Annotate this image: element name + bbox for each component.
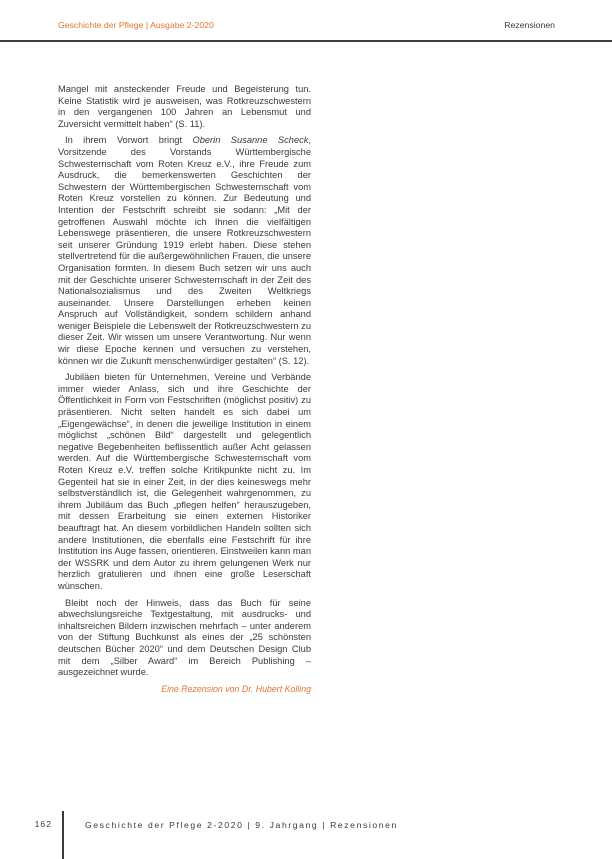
paragraph-foreword bbox=[58, 135, 311, 367]
footer-vertical-rule bbox=[62, 811, 64, 859]
paragraph-text: , Vorsitzende des Vorstands Württembergische Schwesternschaft vom Roten Kreuz e.V., ihre Freude zum Ausdruck, die bemerkenswerten Geschichten der Schwestern der Württembergischen Schwesternschaft vom Roten Kreuz vorstellen zu können. Zur Bedeutung und Intention der Festschrift schreibt sie sodann: „Mit der getroffenen Auswahl möchte ich Ihnen die vielfältigen Lebenswege präsentieren, die unsere Rotkreuzschwestern seit unserer Gründung 1919 erlebt haben. Diese stehen stellvertretend für die außergewöhnlichen Frauen, die unsere Organisation formten. In diesem Buch setzen wir uns auch mit der Geschichte unserer Schwesternschaft in der Zeit des Nationalsozialismus und des Zweiten Weltkriegs auseinander. Unsere Darstellungen erheben keinen Anspruch auf Vollständigkeit, sondern schildern anhand weniger Beispiele die Lebenswelt der Rotkreuzschwestern zu dieser Zeit. Wir wissen um unsere Verantwortung. Nur wenn wir diese Epoche kennen und versuchen zu verstehen, können wir die Zukunft menschenwürdiger gestalten“ (S. 12). bbox=[58, 135, 311, 366]
paragraph-awards: Bleibt noch der Hinweis, dass das Buch für seine abwechslungsreiche Textgestaltung, mit ausdrucks- und inhaltsreichen Bildern inzwischen mehrfach – unter anderem von der Stiftung Buchkunst als eines der „25 schönsten deutschen Bücher 2020“ und dem Deutschen Design Club mit dem „Silber Award“ im Bereich Publishing – ausgezeichnet wurde. bbox=[58, 597, 311, 678]
page-number: 162 bbox=[34, 819, 52, 829]
review-column bbox=[58, 84, 311, 695]
journal-title: Geschichte der Pflege | Ausgabe 2-2020 bbox=[58, 20, 214, 30]
paragraph-text: In ihrem Vorwort bringt bbox=[65, 135, 193, 146]
person-name: Oberin Susanne Scheck bbox=[192, 135, 309, 146]
page-header bbox=[58, 20, 555, 30]
paragraph-jubilee: Jubiläen bieten für Unternehmen, Vereine und Verbände immer wieder Anlass, sich und ihre Geschichte der Öffentlichkeit in Form von Festschriften (möglichst positiv) zu präsentieren. Nicht selten handelt es sich dabei um „Eigengewächse“, in denen die jeweilige Institution in einem möglichst „schönen Bild“ dargestellt und gelegentlich negative Begebenheiten beflissentlich außer Acht gelassen werden. Auf die Württembergische Schwesternschaft vom Roten Kreuz e.V. treffen solche Kritikpunkte nicht zu. Im Gegenteil hat sie in einer Zeit, in der dies keineswegs mehr selbstverständlich ist, die Gelegenheit wahrgenommen, zu ihrem Jubiläum das Buch „pflegen helfen“ herauszugeben, mit dessen Erarbeitung sie einen externen Historiker beauftragt hat. An diesem vorbildlichen Handeln sollten sich andere Institutionen, die ebenfalls eine Festschrift für ihre Institution ins Auge fassen, orientieren. Einstweilen kann man der WSSRK und dem Autor zu ihrem gelungenen Werk nur herzlich gratulieren und ihnen eine große Leserschaft wünschen. bbox=[58, 372, 311, 591]
header-rule bbox=[0, 40, 612, 42]
paragraph-quote-continuation: Mangel mit ansteckender Freude und Begeisterung tun. Keine Statistik wird je ausweisen, was Rotkreuzschwestern in den vergangenen 100 Jahren an Lebensmut und Zuversicht vermittelt haben“ (S. 11). bbox=[58, 84, 311, 129]
reviewer-signature: Eine Rezension von Dr. Hubert Kolling bbox=[161, 683, 311, 694]
section-label: Rezensionen bbox=[504, 20, 555, 30]
running-title: Geschichte der Pflege 2-2020 | 9. Jahrgang | Rezensionen bbox=[85, 820, 398, 830]
